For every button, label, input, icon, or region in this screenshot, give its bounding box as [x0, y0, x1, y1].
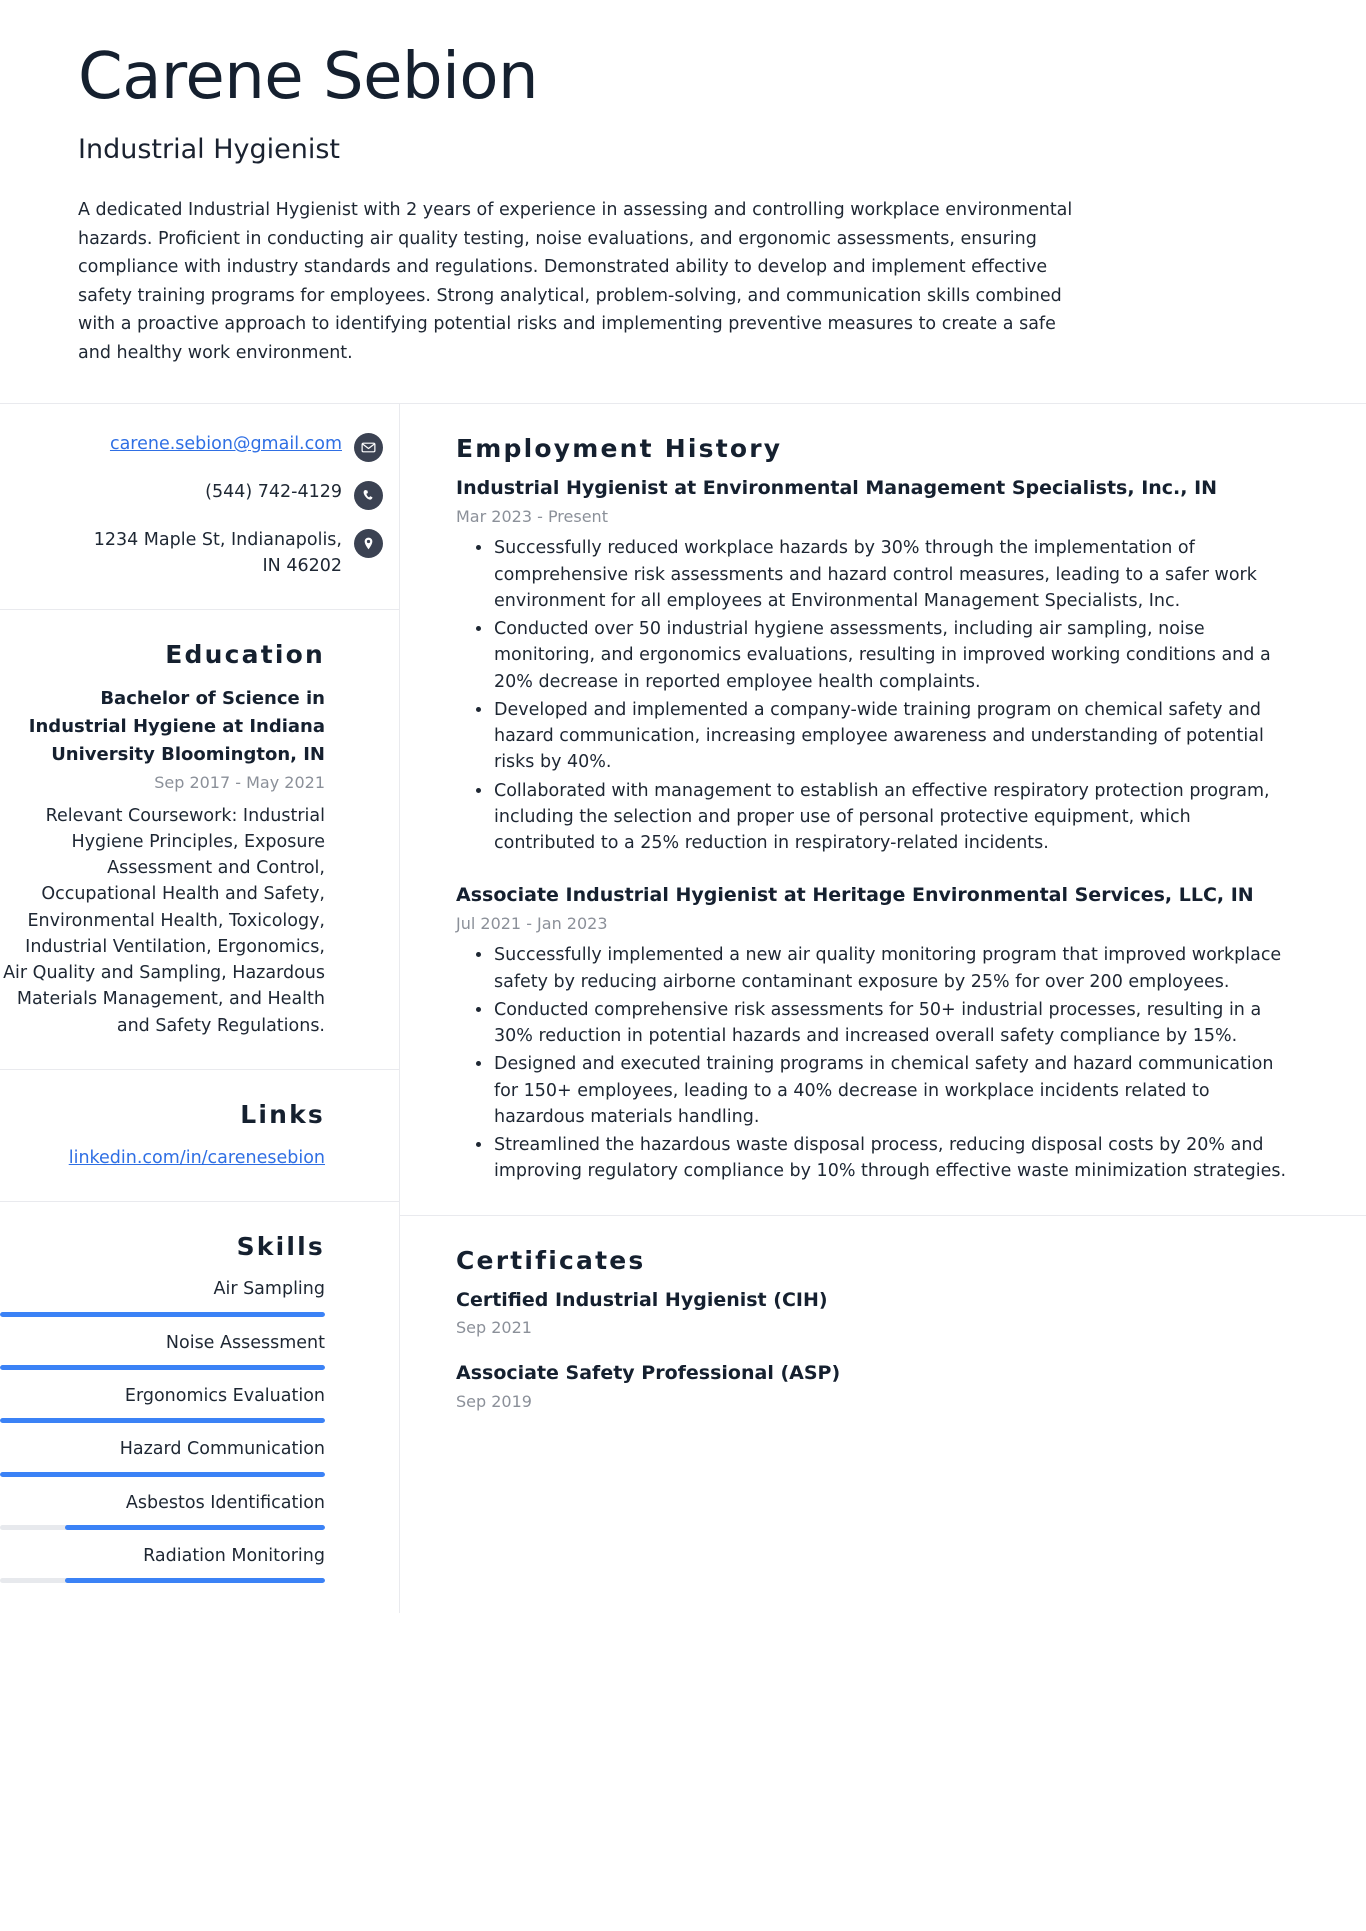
skill-name: Asbestos Identification [125, 1492, 325, 1513]
skill-bar-track [0, 1472, 325, 1477]
location-pin-icon [354, 529, 383, 558]
job-heading: Industrial Hygienist at Environmental Management Specialists, Inc., IN [456, 477, 1218, 500]
resume-header [0, 0, 1366, 403]
email-text [110, 432, 342, 457]
list-item: Designed and executed training programs in chemical safety and hazard communication for 150+ employees, leading to a 40% decrease in workplace incidents related to hazardous materials handling. [476, 1051, 1288, 1130]
job-date: Mar 2023 - Present [456, 507, 608, 527]
skill-bar-track [0, 1365, 325, 1370]
contact-row-address[interactable] [0, 528, 383, 579]
jobs-list [456, 475, 1288, 1184]
skill-bar-track [0, 1312, 325, 1317]
contact-row-email[interactable] [0, 432, 383, 462]
education-description: Relevant Coursework: Industrial Hygiene Principles, Exposure Assessment and Control, Occupational Health and Safety, Environmental Health, Toxicology, Industrial Ventilation, Ergonomics, Air Quality and Sampling, Hazardous Materials Management, and Health and Safety Regulations. [3, 805, 325, 1036]
skills-heading: Skills [236, 1232, 325, 1262]
certificate-entry [456, 1360, 1288, 1414]
list-item: Conducted comprehensive risk assessments for 50+ industrial processes, resulting in a 30% reduction in potential hazards and increased overall safety compliance by 15%. [476, 997, 1288, 1050]
main-column [400, 404, 1366, 1613]
job-bullets [456, 942, 1288, 1184]
list-item: Successfully implemented a new air quality monitoring program that improved workplace safety by reducing airborne contaminant exposure by 25% for over 200 employees. [476, 942, 1288, 995]
skill-name: Radiation Monitoring [143, 1546, 325, 1567]
certificate-date: Sep 2019 [456, 1391, 532, 1411]
skill-bar-track [0, 1418, 325, 1423]
skill-row [0, 1491, 325, 1530]
job-entry [456, 882, 1288, 1184]
certificate-date: Sep 2021 [456, 1318, 532, 1338]
certificate-name: Certified Industrial Hygienist (CIH) [456, 1288, 828, 1311]
list-item: Conducted over 50 industrial hygiene assessments, including air sampling, noise monitoring, and ergonomics evaluations, resulting in improved working conditions and a 20% decrease in reported employee health complaints. [476, 616, 1288, 695]
education-degree: Bachelor of Science in Industrial Hygiene at Indiana University Bloomington, IN [28, 688, 325, 765]
list-item: Streamlined the hazardous waste disposal process, reducing disposal costs by 20% and improving regulatory compliance by 10% through effective waste minimization strategies. [476, 1132, 1288, 1185]
resume-body [0, 404, 1366, 1613]
email-link[interactable]: carene.sebion@gmail.com [109, 434, 342, 455]
phone-icon [354, 481, 383, 510]
list-item: Collaborated with management to establish an effective respiratory protection program, including the selection and proper use of personal protective equipment, which contributed to a 25% reduction in respiratory-related incidents. [476, 778, 1288, 857]
certificates-list [456, 1287, 1288, 1414]
professional-summary: A dedicated Industrial Hygienist with 2 years of experience in assessing and controlling workplace environmental hazards. Proficient in conducting air quality testing, noise evaluations, and ergonomic assessments, ensuring compliance with industry standards and regulations. Demonstrated ability to develop and implement effective safety training programs for employees. Strong analytical, problem-solving, and communication skills combined with a proactive approach to identifying potential risks and implementing preventive measures to create a safe and healthy work environment. [78, 200, 1073, 363]
job-bullets [456, 535, 1288, 856]
skill-bar-fill [0, 1418, 325, 1423]
job-title-subheading: Industrial Hygienist [78, 133, 341, 165]
phone-text: (544) 742-4129 [205, 482, 342, 503]
skill-bar-track [0, 1525, 325, 1530]
skill-row [0, 1544, 325, 1583]
job-entry [456, 475, 1288, 856]
certificate-name: Associate Safety Professional (ASP) [456, 1362, 841, 1385]
skills-block [0, 1202, 399, 1613]
skills-list [0, 1277, 325, 1583]
skill-bar-fill [0, 1472, 325, 1477]
certificate-entry [456, 1287, 1288, 1341]
skill-bar-fill [0, 1312, 325, 1317]
skill-bar-fill [0, 1365, 325, 1370]
skill-row [0, 1384, 325, 1423]
address-text: 1234 Maple St, Indianapolis, IN 46202 [93, 530, 342, 576]
employment-heading: Employment History [456, 434, 783, 464]
job-date: Jul 2021 - Jan 2023 [456, 914, 608, 934]
education-heading: Education [165, 640, 325, 670]
linkedin-link[interactable]: linkedin.com/in/carenesebion [68, 1147, 325, 1168]
skill-bar-track [0, 1578, 325, 1583]
skill-bar-fill [65, 1525, 325, 1530]
job-heading: Associate Industrial Hygienist at Heritage Environmental Services, LLC, IN [456, 884, 1254, 907]
education-block [0, 610, 399, 1070]
contact-row-phone[interactable] [0, 480, 383, 510]
skill-name: Air Sampling [213, 1279, 325, 1300]
skill-name: Noise Assessment [165, 1332, 325, 1353]
links-heading: Links [240, 1099, 325, 1129]
skill-bar-fill [65, 1578, 325, 1583]
education-date: Sep 2017 - May 2021 [154, 772, 325, 792]
list-item: Developed and implemented a company-wide training program on chemical safety and hazard communication, increasing employee awareness and understanding of potential risks by 40%. [476, 697, 1288, 776]
skill-name: Hazard Communication [119, 1439, 325, 1460]
skill-name: Ergonomics Evaluation [124, 1385, 325, 1406]
envelope-icon [354, 433, 383, 462]
skill-row [0, 1437, 325, 1476]
list-item[interactable] [0, 1145, 325, 1171]
sidebar [0, 404, 400, 1613]
employment-block [400, 404, 1366, 1215]
certificates-heading: Certificates [456, 1245, 646, 1275]
page-title: Carene Sebion [78, 40, 539, 114]
skill-row [0, 1331, 325, 1370]
contact-block [0, 404, 399, 610]
certificates-block [400, 1216, 1366, 1442]
skill-row [0, 1277, 325, 1316]
list-item: Successfully reduced workplace hazards by 30% through the implementation of comprehensive risk assessments and hazard control measures, leading to a safer work environment for all employees at Environmental Management Specialists, Inc. [476, 535, 1288, 614]
links-block [0, 1070, 399, 1202]
